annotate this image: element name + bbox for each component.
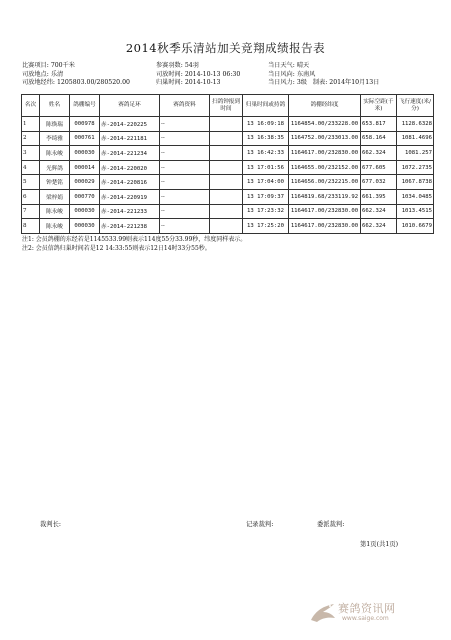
cell-name: 光辉鸽 (40, 160, 70, 175)
footnote: 注2: 会员信鸽归巢时间若是12 14:33:55则表示12日14时33分55秒。 (22, 244, 211, 252)
info-item: 比赛项目: 700千米 (22, 62, 75, 69)
cell-speed: 1081.4696 (397, 131, 434, 146)
info-item: 当日风力: 3级 制表: 2014年10月13日 (268, 79, 380, 87)
cell-loft: 000030 (70, 146, 100, 161)
table-row (22, 204, 434, 219)
cell-rank: 5 (22, 175, 40, 190)
table-row (22, 146, 434, 161)
cell-name: 陈永峻 (40, 219, 70, 234)
cell-speed: 1072.2735 (397, 160, 434, 175)
cell-speed: 1067.8738 (397, 175, 434, 190)
info-item: 司放地点: 乐清 (22, 70, 64, 78)
header-coords: 鸽棚经纬度 (289, 95, 361, 117)
info-column-2 (156, 62, 240, 88)
cell-ring: 赤-2014-221234 (100, 146, 160, 161)
header-clock: 扫鸽钟报到时间 (210, 95, 243, 117)
cell-rank: 6 (22, 189, 40, 204)
cell-info: -- (160, 160, 210, 175)
page-number: 第1页(共1页) (360, 541, 399, 548)
cell-ring: 赤-2014-220020 (100, 160, 160, 175)
table-row (22, 189, 434, 204)
cell-arrival: 13 17:23:32 (243, 204, 289, 219)
cell-coords: 1164819.68/233119.92 (289, 189, 361, 204)
cell-rank: 8 (22, 219, 40, 234)
cell-ring: 赤-2014-220816 (100, 175, 160, 190)
info-item: 归巢时间: 2014-10-13 (156, 79, 221, 87)
cell-distance: 662.324 (361, 219, 397, 234)
cell-info: -- (160, 219, 210, 234)
cell-name: 梁梓娟 (40, 189, 70, 204)
cell-distance: 677.605 (361, 160, 397, 175)
cell-ring: 赤-2014-221233 (100, 204, 160, 219)
report-title: 2014秋季乐清站加关竞翔成绩报告表 (125, 41, 326, 55)
cell-distance: 653.817 (361, 117, 397, 132)
table-row (22, 117, 434, 132)
info-item: 当日天气: 晴天 (268, 62, 310, 69)
cell-info: -- (160, 204, 210, 219)
cell-speed: 1128.6328 (397, 117, 434, 132)
watermark-url: www.saige.com (342, 615, 389, 622)
header-loft: 鸽棚编号 (70, 95, 100, 117)
cell-arrival: 13 17:01:56 (243, 160, 289, 175)
header-name: 姓名 (40, 95, 70, 117)
cell-speed: 1013.4515 (397, 204, 434, 219)
referee-signature-label: 裁判长: (40, 521, 62, 528)
cell-coords: 1164617.00/232830.00 (289, 204, 361, 219)
cell-clock (210, 146, 243, 161)
cell-rank: 3 (22, 146, 40, 161)
cell-info: -- (160, 117, 210, 132)
cell-arrival: 13 17:09:37 (243, 189, 289, 204)
cell-speed: 1034.0485 (397, 189, 434, 204)
info-column-3 (268, 62, 379, 88)
cell-loft: 000030 (70, 219, 100, 234)
cell-name: 钟楚铭 (40, 175, 70, 190)
cell-loft: 000029 (70, 175, 100, 190)
cell-arrival: 13 17:04:00 (243, 175, 289, 190)
cell-clock (210, 131, 243, 146)
table-row (22, 160, 434, 175)
cell-arrival: 13 17:25:20 (243, 219, 289, 234)
committee-signature-label: 委派裁判: (317, 521, 345, 528)
cell-distance: 662.324 (361, 146, 397, 161)
cell-coords: 1164617.00/232830.00 (289, 219, 361, 234)
footnotes (22, 236, 246, 253)
cell-name: 陈永峻 (40, 146, 70, 161)
cell-clock (210, 175, 243, 190)
table-row (22, 131, 434, 146)
cell-distance: 662.324 (361, 204, 397, 219)
table-header-row (22, 95, 434, 117)
cell-coords: 1164752.00/233013.00 (289, 131, 361, 146)
info-item: 当日风向: 东南风 (268, 70, 316, 78)
cell-coords: 1164656.00/232215.00 (289, 175, 361, 190)
cell-loft: 000770 (70, 189, 100, 204)
table-row (22, 219, 434, 234)
header-info: 赛鸽资料 (160, 95, 210, 117)
cell-loft: 000978 (70, 117, 100, 132)
cell-rank: 4 (22, 160, 40, 175)
info-item: 司放时间: 2014-10-13 06:30 (156, 70, 241, 78)
header-speed: 飞行速度(米/分) (397, 95, 434, 117)
cell-arrival: 13 16:09:18 (243, 117, 289, 132)
cell-speed: 1081.257 (397, 146, 434, 161)
watermark-text: 赛鸽资讯网 (338, 602, 396, 615)
cell-rank: 1 (22, 117, 40, 132)
header-arrival: 归巢时间或持鸽 (243, 95, 289, 117)
cell-info: -- (160, 189, 210, 204)
cell-loft: 000030 (70, 204, 100, 219)
cell-info: -- (160, 175, 210, 190)
cell-info: -- (160, 131, 210, 146)
header-rank: 名次 (22, 95, 40, 117)
cell-distance: 658.164 (361, 131, 397, 146)
cell-ring: 赤-2014-220225 (100, 117, 160, 132)
cell-clock (210, 160, 243, 175)
cell-clock (210, 117, 243, 132)
cell-coords: 1164854.00/233228.00 (289, 117, 361, 132)
footnote: 注1: 会员鸽棚的东经若是1145533.99则表示114度55分33.99秒，纬度同样表示。 (22, 236, 247, 243)
cell-arrival: 13 16:38:35 (243, 131, 289, 146)
cell-clock (210, 204, 243, 219)
cell-coords: 1164617.00/232830.00 (289, 146, 361, 161)
cell-arrival: 13 16:42:33 (243, 146, 289, 161)
cell-coords: 1164655.00/232152.00 (289, 160, 361, 175)
cell-rank: 7 (22, 204, 40, 219)
header-distance: 实际空距(千米) (361, 95, 397, 117)
cell-ring: 赤-2014-221181 (100, 131, 160, 146)
header-ring: 赛鸽足环 (100, 95, 160, 117)
cell-ring: 赤-2014-221238 (100, 219, 160, 234)
report-date: 制表: 2014年10月13日 (312, 79, 380, 87)
table-row (22, 175, 434, 190)
cell-clock (210, 219, 243, 234)
cell-clock (210, 189, 243, 204)
cell-loft: 000761 (70, 131, 100, 146)
info-column-1 (22, 62, 130, 88)
cell-ring: 赤-2014-220919 (100, 189, 160, 204)
cell-name: 陈永峻 (40, 204, 70, 219)
cell-name: 陈焕瑞 (40, 117, 70, 132)
cell-rank: 2 (22, 131, 40, 146)
pigeon-logo-icon (308, 598, 338, 626)
cell-distance: 677.032 (361, 175, 397, 190)
info-item: 参赛羽数: 54羽 (156, 62, 199, 69)
results-table (21, 94, 434, 234)
info-item: 司放地经纬: 1205803.00/280520.00 (22, 79, 130, 87)
recorder-signature-label: 记录裁判: (246, 521, 274, 528)
cell-info: -- (160, 146, 210, 161)
cell-distance: 661.395 (361, 189, 397, 204)
cell-loft: 000014 (70, 160, 100, 175)
cell-speed: 1010.6679 (397, 219, 434, 234)
watermark (308, 598, 428, 628)
cell-name: 李绮雅 (40, 131, 70, 146)
